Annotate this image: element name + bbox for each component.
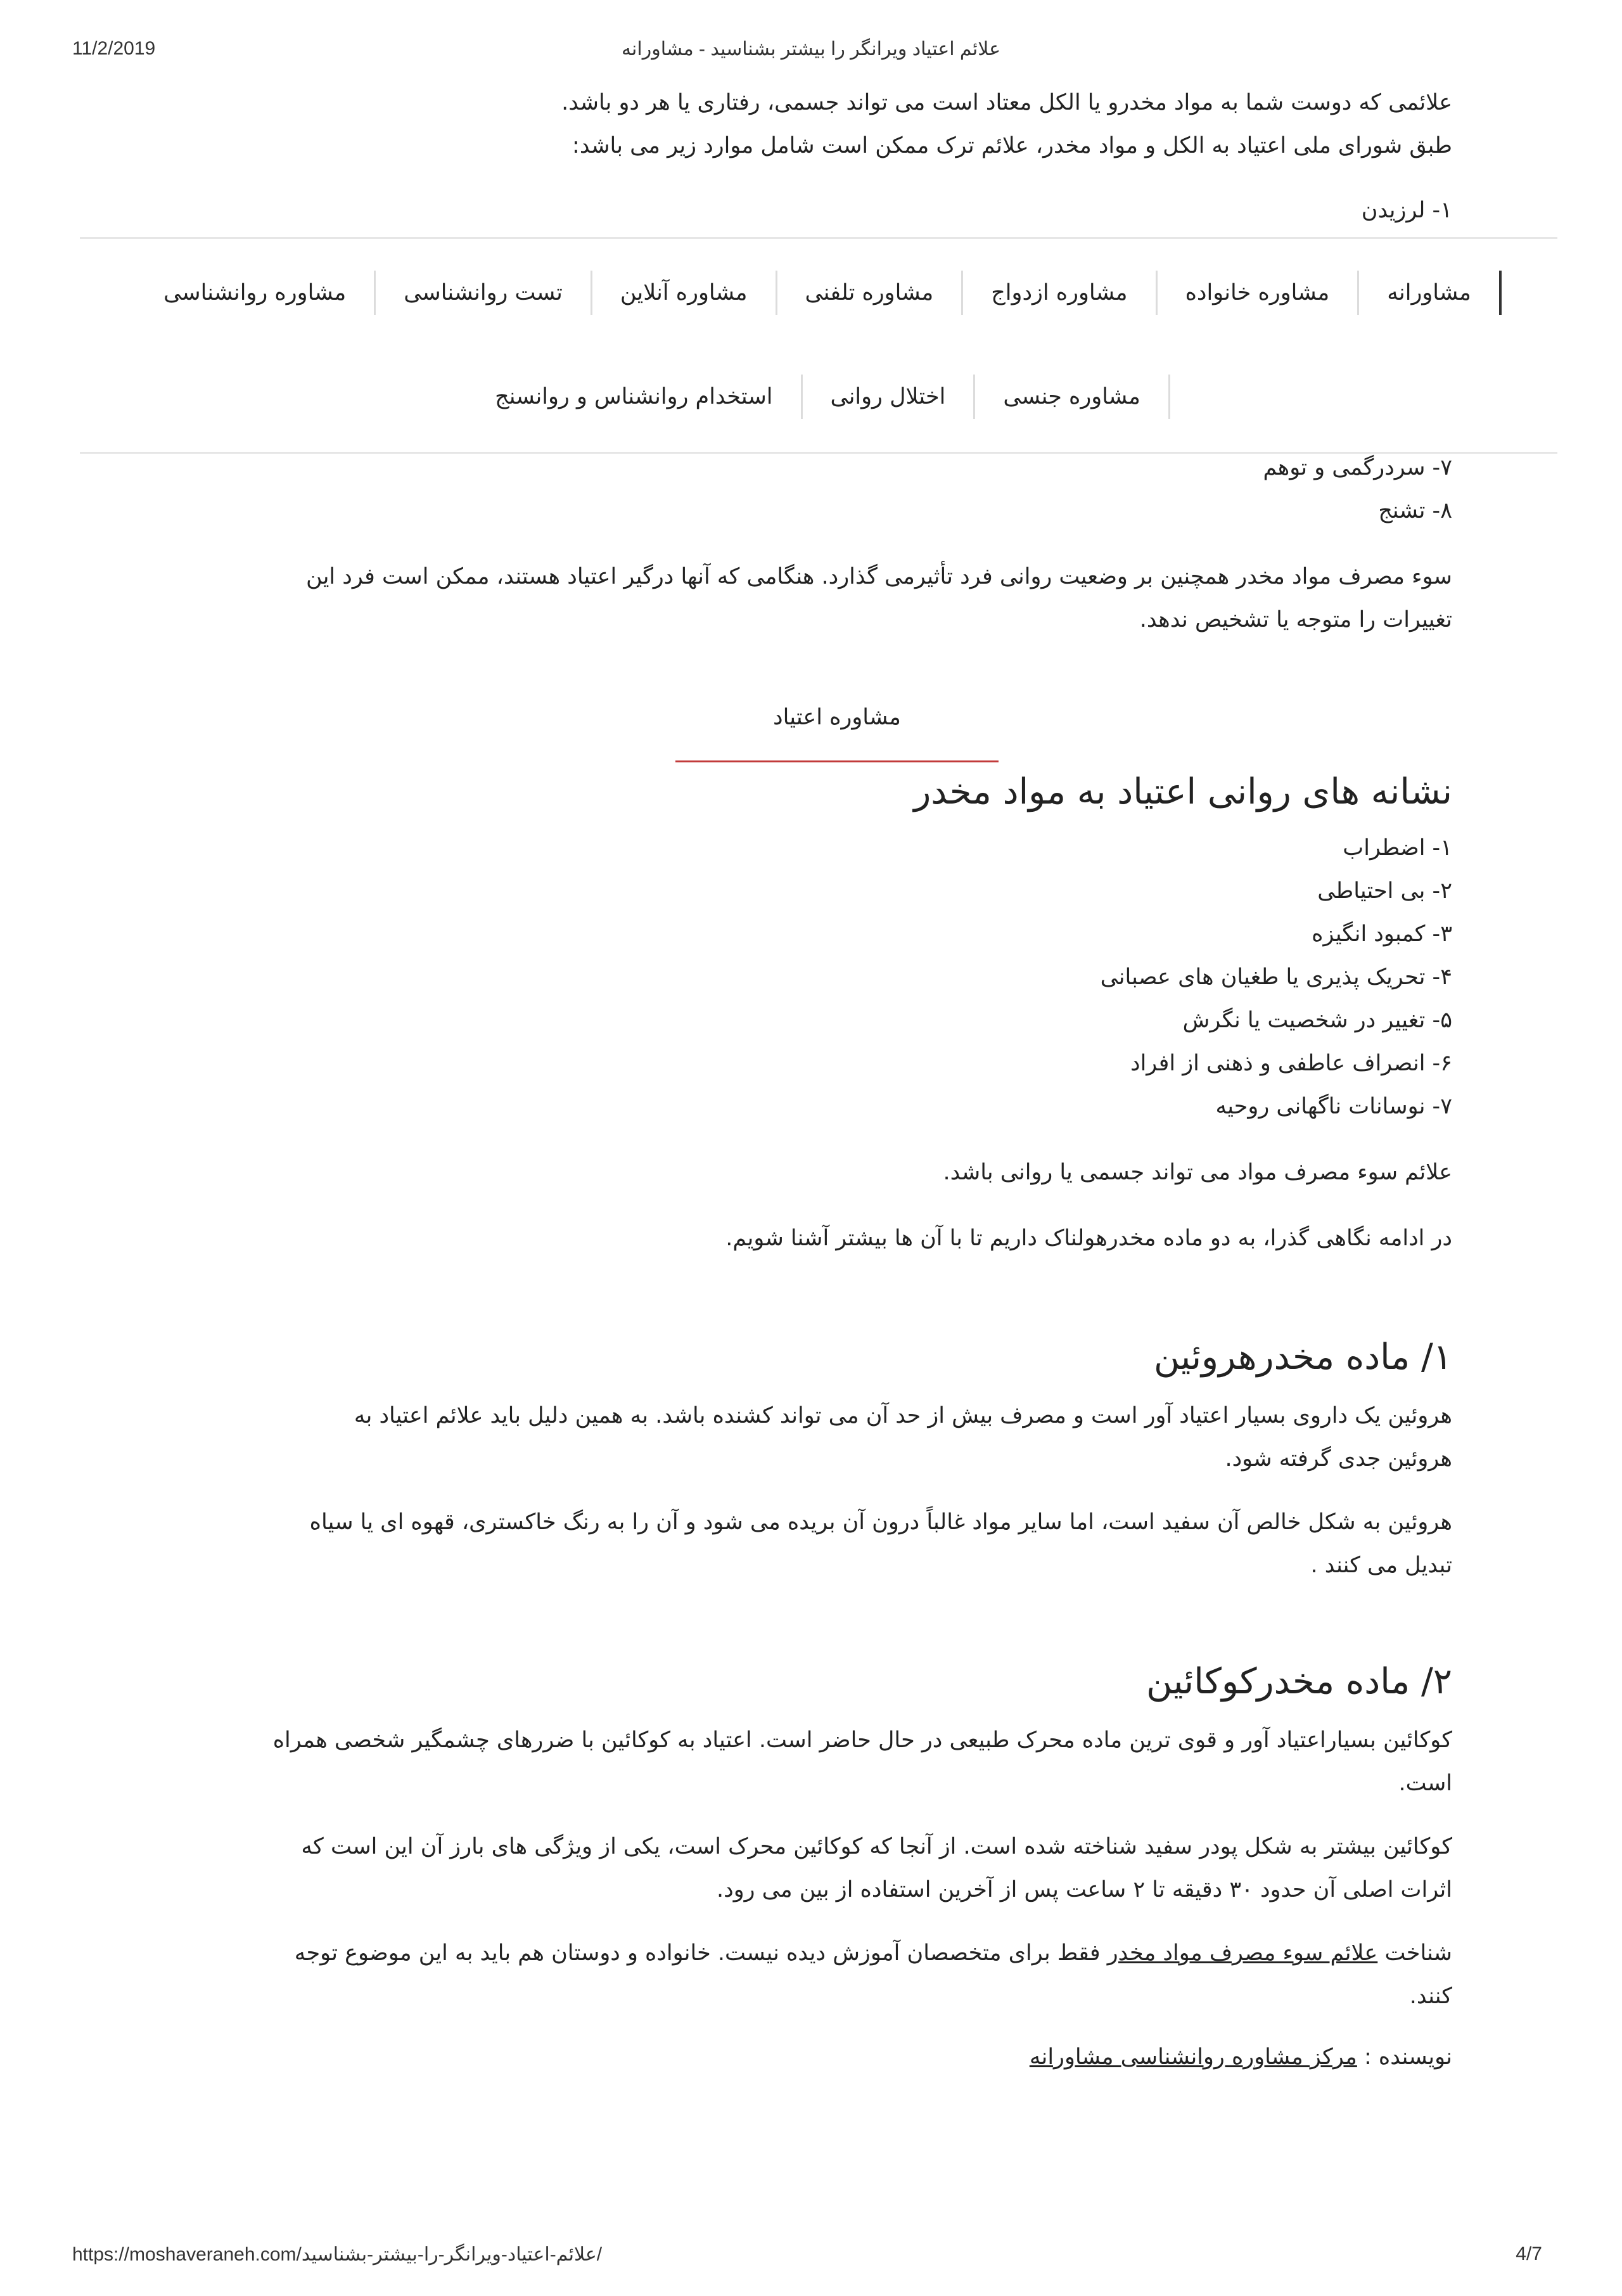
cocaine-p1-line-2: است. [1398,1771,1452,1796]
nav-row-2 [80,375,1557,419]
cocaine-section [190,1657,1452,2079]
author-line [190,2036,1452,2079]
list-item: ۷- نوسانات ناگهانی روحیه [1215,1094,1452,1119]
intro-line-1: علائمی که دوست شما به مواد مخدرو یا الکل معتاد است می تواند جسمی، رفتاری یا هر دو باشد. [561,90,1452,115]
author-link[interactable]: مرکز مشاوره روانشناسی مشاورانه [1029,2044,1357,2070]
list-item: ۲- بی احتیاطی [1317,878,1452,904]
print-title: علائم اعتیاد ویرانگر را بیشتر بشناسید - مشاورانه [621,39,1001,60]
mental-signs-heading: نشانه های روانی اعتیاد به مواد مخدر [914,771,1452,812]
cocaine-heading: ۲/ ماده مخدرکوکائین [1146,1661,1452,1702]
author-label: نویسنده : [1357,2044,1452,2070]
nav-item-psychology-test[interactable]: تست روانشناسی [374,271,591,315]
nav-item-moshaveraneh[interactable]: مشاورانه [1357,271,1502,315]
mental-effects-line-1: سوء مصرف مواد مخدر همچنین بر وضعیت روانی فرد تأثیرمی گذارد. هنگامی که آنها درگیر اعتیاد هستند، ممکن است فرد این [306,564,1452,589]
heroin-p1-line-1: هروئین یک داروی بسیار اعتیاد آور است و مصرف بیش از حد آن می تواند کشنده باشد. به همین دلیل باید علائم اعتیاد به [354,1403,1452,1428]
print-url: https://moshaveraneh.com/علائم-اعتیاد-ویرانگر-را-بیشتر-بشناسید/ [72,2244,603,2265]
list-item: ۶- انصراف عاطفی و ذهنی از افراد [1130,1051,1452,1076]
nav-row-1 [80,271,1557,315]
withdrawal-item-7: ۷- سردرگمی و توهم [1263,455,1452,480]
nav-item-phone-counseling[interactable]: مشاوره تلفنی [776,271,962,315]
withdrawal-item-1: ۱- لرزیدن [1361,198,1452,223]
cocaine-p3-line-1 [190,1932,1452,1975]
nav-item-online-counseling[interactable]: مشاوره آنلاین [591,271,776,315]
print-date: 11/2/2019 [72,38,156,59]
withdrawal-list-end [190,446,1452,532]
cocaine-p1-line-1: کوکائین بسیاراعتیاد آور و قوی ترین ماده محرک طبیعی در حال حاضر است. اعتیاد به کوکائین با ضررهای چشمگیر شخصی همراه [272,1728,1452,1753]
mental-signs-section [190,767,1452,1260]
cocaine-p2-line-2: اثرات اصلی آن حدود ۳۰ دقیقه تا ۲ ساعت پس از آخرین استفاده از بین می رود. [717,1877,1452,1902]
nav-item-sexual-counseling[interactable]: مشاوره جنسی [973,375,1170,419]
mental-signs-list [190,826,1452,1128]
nav-item-psychology-counseling[interactable]: مشاوره روانشناسی [163,280,347,305]
cocaine-p3-pre: شناخت [1377,1940,1452,1966]
signs-summary: علائم سوء مصرف مواد می تواند جسمی یا روانی باشد. [943,1160,1452,1185]
drugs-transition: در ادامه نگاهی گذرا، به دو ماده مخدرهولناک داریم تا با آن ها بیشتر آشنا شویم. [725,1226,1452,1251]
print-page-number: 4/7 [1516,2243,1542,2264]
withdrawal-list-start [190,189,1452,232]
nav-item-family-counseling[interactable]: مشاوره خانواده [1156,271,1358,315]
heroin-p2-line-1: هروئین به شکل خالص آن سفید است، اما سایر مواد غالباً درون آن بریده می شود و آن را به رنگ خاکستری، قهوه ای یا سیاه [309,1510,1452,1535]
addiction-counseling-button[interactable]: مشاوره اعتیاد [675,686,999,762]
nav-item-marriage-counseling[interactable]: مشاوره ازدواج [961,271,1155,315]
heroin-heading: ۱/ ماده مخدرهروئین [1153,1337,1452,1378]
cocaine-p3-post: فقط برای متخصصان آموزش دیده نیست. خانواده و دوستان هم باید به این موضوع توجه [294,1940,1108,1966]
list-item: ۳- کمبود انگیزه [1312,921,1452,947]
cocaine-p3-line-2: کنند. [1409,1984,1452,2009]
heroin-p2-line-2: تبدیل می کنند . [1310,1553,1452,1578]
list-item: ۵- تغییر در شخصیت یا نگرش [1182,1008,1452,1033]
heroin-section [190,1332,1452,1587]
list-item: ۱- اضطراب [1343,835,1452,861]
nav-item-hire-psychologist[interactable]: استخدام روانشناس و روانسنج [495,384,773,409]
nav-item-mental-disorder[interactable]: اختلال روانی [801,375,974,419]
drug-abuse-signs-link[interactable]: علائم سوء مصرف مواد مخدر [1107,1940,1378,1966]
site-nav-menu [80,237,1557,454]
mental-effects-paragraph [190,555,1452,641]
intro-line-2: طبق شورای ملی اعتیاد به الکل و مواد مخدر، علائم ترک ممکن است شامل موارد زیر می باشد: [572,133,1452,158]
withdrawal-item-8: ۸- تشنج [1378,498,1452,523]
list-item: ۴- تحریک پذیری یا طغیان های عصبانی [1100,965,1452,990]
heroin-p1-line-2: هروئین جدی گرفته شود. [1225,1446,1452,1472]
cocaine-p2-line-1: کوکائین بیشتر به شکل پودر سفید شناخته شده است. از آنجا که کوکائین محرک است، یکی از ویژگی های بارز آن این است که [301,1834,1452,1859]
intro-block [190,81,1452,167]
mental-effects-line-2: تغییرات را متوجه یا تشخیص ندهد. [1139,607,1452,632]
